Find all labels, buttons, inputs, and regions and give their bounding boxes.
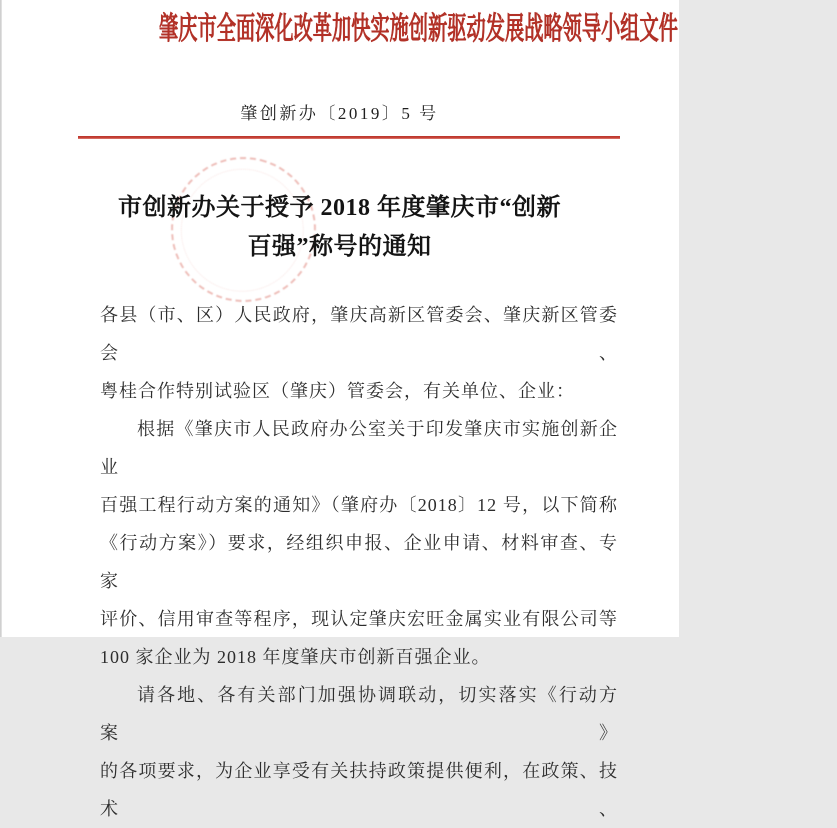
document-title-line-1: 市创新办关于授予 2018 年度肇庆市“创新 [118, 195, 561, 221]
red-separator-rule [78, 136, 620, 139]
letterhead-banner [0, 3, 679, 48]
body-line: 请各地、各有关部门加强协调联动，切实落实《行动方案》 [100, 685, 618, 743]
body-line: 的各项要求，为企业享受有关扶持政策提供便利，在政策、技术、 [100, 761, 618, 819]
body-line: 各县（市、区）人民政府，肇庆高新区管委会、肇庆新区管委会、 [100, 305, 618, 363]
body-line: 《行动方案》）要求，经组织申报、企业申请、材料审查、专家 [100, 533, 618, 591]
body-line: 根据《肇庆市人民政府办公室关于印发肇庆市实施创新企业 [100, 419, 618, 477]
document-title-line-2: 百强”称号的通知 [247, 234, 432, 260]
body-paragraphs [100, 296, 618, 828]
body-line: 粤桂合作特别试验区（肇庆）管委会，有关单位、企业： [100, 381, 575, 401]
body-line: 百强工程行动方案的通知》（肇府办〔2018〕12 号，以下简称 [100, 495, 618, 515]
scan-edge-artifact [0, 0, 2, 637]
document-number: 肇创新办〔2019〕5 号 [240, 104, 439, 123]
document-title [0, 189, 679, 267]
body-line: 100 家企业为 2018 年度肇庆市创新百强企业。 [100, 647, 491, 667]
letterhead-banner-text: 肇庆市全面深化改革加快实施创新驱动发展战略领导小组文件 [159, 11, 678, 46]
body-line: 评价、信用审查等程序，现认定肇庆宏旺金属实业有限公司等 [100, 609, 618, 629]
